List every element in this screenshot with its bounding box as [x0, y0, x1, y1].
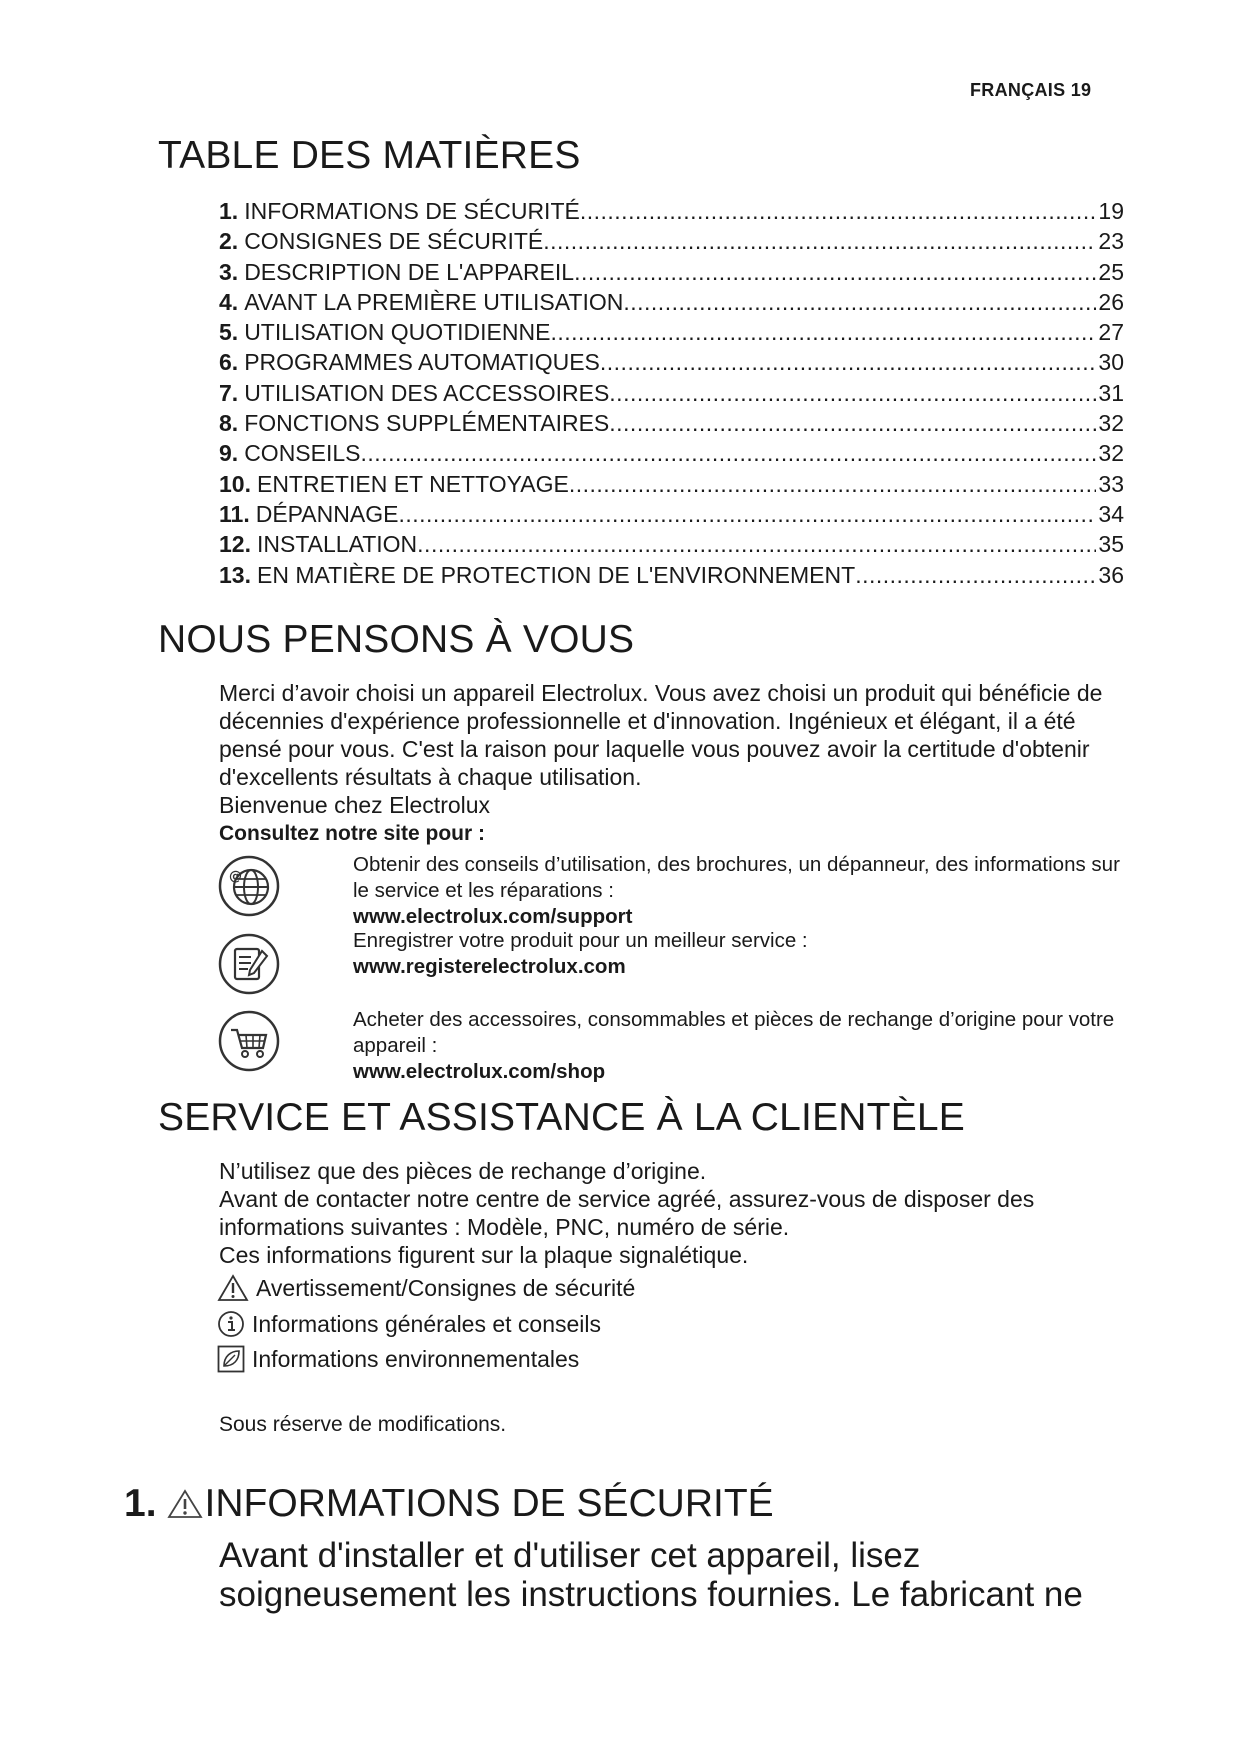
- toc-entry-page: 33: [1098, 470, 1124, 497]
- svg-text:@: @: [229, 869, 242, 884]
- toc-entry[interactable]: [219, 440, 1124, 470]
- toc-entry-label: DESCRIPTION DE L'APPAREIL: [244, 258, 575, 285]
- toc-entry-label: INFORMATIONS DE SÉCURITÉ: [244, 198, 580, 224]
- toc-entry[interactable]: [219, 471, 1124, 501]
- warning-triangle-icon: [217, 1274, 249, 1302]
- toc-leader-dots: [609, 410, 1096, 437]
- toc-entry-number: 13.: [219, 561, 251, 588]
- toc-leader-dots: [543, 228, 1096, 255]
- toc-entry-label: EN MATIÈRE DE PROTECTION DE L'ENVIRONNEMENT: [256, 561, 856, 588]
- toc-entry-number: 1.: [219, 198, 239, 224]
- shop-block: [353, 1007, 1133, 1085]
- toc-entry[interactable]: [219, 501, 1124, 531]
- toc-entry-page: 34: [1098, 500, 1124, 527]
- toc-entry-number: 10.: [219, 470, 251, 497]
- toc-entry-page: 32: [1098, 440, 1124, 467]
- toc-list: [219, 198, 1124, 592]
- info-icon: [217, 1310, 245, 1338]
- legend-warning-label: Avertissement/Consignes de sécurité: [256, 1274, 636, 1301]
- support-link[interactable]: www.electrolux.com/support: [353, 905, 633, 928]
- toc-leader-dots: [855, 562, 1096, 589]
- shop-link[interactable]: www.electrolux.com/shop: [353, 1060, 606, 1083]
- toc-entry-label: UTILISATION QUOTIDIENNE: [244, 319, 551, 346]
- shop-text: Acheter des accessoires, consommables et pièces de rechange d’origine pour votre appareil :: [353, 1008, 1115, 1057]
- toc-leader-dots: [398, 501, 1096, 528]
- service-line-2: Avant de contacter notre centre de service agréé, assurez-vous de disposer des informations suivantes : Modèle, PNC, numéro de série.: [219, 1186, 1035, 1240]
- consult-heading: Consultez notre site pour :: [219, 822, 486, 845]
- thinking-of-you-title: NOUS PENSONS À VOUS: [158, 618, 635, 661]
- register-link[interactable]: www.registerelectrolux.com: [353, 955, 626, 978]
- toc-entry-page: 25: [1098, 258, 1124, 285]
- toc-entry-label: ENTRETIEN ET NETTOYAGE: [256, 470, 569, 497]
- toc-entry[interactable]: [219, 319, 1124, 349]
- legend-info: [217, 1310, 601, 1338]
- register-form-icon: [218, 933, 280, 995]
- toc-entry-label: DÉPANNAGE: [255, 500, 399, 527]
- toc-entry-page: 23: [1098, 228, 1124, 255]
- toc-entry-label: INSTALLATION: [256, 531, 418, 558]
- toc-title: TABLE DES MATIÈRES: [158, 134, 581, 177]
- register-block: [353, 928, 1133, 980]
- register-text: Enregistrer votre produit pour un meilleur service :: [353, 929, 808, 952]
- section-1-label: INFORMATIONS DE SÉCURITÉ: [204, 1482, 774, 1525]
- welcome-line: Bienvenue chez Electrolux: [219, 792, 491, 818]
- toc-entry-label: FONCTIONS SUPPLÉMENTAIRES: [244, 410, 610, 437]
- toc-entry[interactable]: [219, 289, 1124, 319]
- toc-entry-label: AVANT LA PREMIÈRE UTILISATION: [244, 288, 624, 315]
- toc-leader-dots: [569, 471, 1097, 498]
- toc-entry[interactable]: [219, 259, 1124, 289]
- toc-leader-dots: [609, 380, 1096, 407]
- toc-entry-number: 7.: [219, 379, 239, 406]
- toc-entry-label: PROGRAMMES AUTOMATIQUES: [244, 349, 600, 376]
- service-title: SERVICE ET ASSISTANCE À LA CLIENTÈLE: [158, 1096, 966, 1139]
- toc-entry[interactable]: [219, 349, 1124, 379]
- section-1-number: 1.: [124, 1482, 157, 1525]
- toc-entry-number: 12.: [219, 531, 251, 558]
- section-1-lead: Avant d'installer et d'utiliser cet appareil, lisez soigneusement les instructions fournies. Le fabricant ne: [219, 1536, 1083, 1614]
- intro-paragraph: Merci d’avoir choisi un appareil Electrolux. Vous avez choisi un produit qui bénéficie de décennies d'expérience professionnelle et d'innovation. Ingénieux et élégant, il a été pensé pour vous. C'est la raison pour laquelle vous pouvez avoir la certitude d'obtenir d'excellents résultats à chaque utilisation.: [219, 680, 1103, 790]
- toc-entry-number: 2.: [219, 228, 239, 255]
- globe-icon: [218, 855, 280, 917]
- toc-entry[interactable]: [219, 198, 1124, 228]
- toc-entry-number: 8.: [219, 410, 239, 437]
- page-header: FRANÇAIS 19: [970, 80, 1092, 100]
- toc-entry[interactable]: [219, 562, 1124, 592]
- legend-environment-label: Informations environnementales: [252, 1345, 580, 1372]
- modifications-note: Sous réserve de modifications.: [219, 1413, 507, 1436]
- toc-leader-dots: [600, 349, 1097, 376]
- support-text: Obtenir des conseils d’utilisation, des brochures, un dépanneur, des informations sur le service et les réparations :: [353, 853, 1120, 902]
- toc-entry-number: 6.: [219, 349, 239, 376]
- toc-leader-dots: [574, 259, 1096, 286]
- toc-entry-number: 9.: [219, 440, 239, 467]
- legend-environment: [217, 1345, 579, 1373]
- toc-entry-label: UTILISATION DES ACCESSOIRES: [244, 379, 610, 406]
- toc-leader-dots: [361, 440, 1097, 467]
- toc-leader-dots: [623, 289, 1096, 316]
- warning-triangle-icon: [167, 1488, 203, 1520]
- toc-entry[interactable]: [219, 228, 1124, 258]
- toc-entry-number: 4.: [219, 288, 239, 315]
- toc-entry-page: 19: [1098, 198, 1124, 224]
- toc-entry-page: 26: [1098, 288, 1124, 315]
- toc-entry[interactable]: [219, 410, 1124, 440]
- service-line-1: N’utilisez que des pièces de rechange d’origine.: [219, 1158, 707, 1184]
- toc-entry-page: 32: [1098, 410, 1124, 437]
- service-line-3: Ces informations figurent sur la plaque signalétique.: [219, 1242, 749, 1268]
- toc-leader-dots: [417, 531, 1096, 558]
- section-1-title: [124, 1482, 774, 1526]
- toc-leader-dots: [580, 198, 1097, 225]
- toc-entry-number: 3.: [219, 258, 239, 285]
- toc-leader-dots: [550, 319, 1096, 346]
- legend-warning: [217, 1274, 635, 1302]
- toc-entry-page: 30: [1098, 349, 1124, 376]
- toc-entry-number: 11.: [219, 500, 250, 527]
- toc-entry-page: 36: [1098, 561, 1124, 588]
- support-block: [353, 852, 1133, 930]
- toc-entry-page: 31: [1098, 379, 1124, 406]
- toc-entry-page: 35: [1098, 531, 1124, 558]
- toc-entry-number: 5.: [219, 319, 239, 346]
- shopping-cart-icon: [218, 1010, 280, 1072]
- environment-leaf-icon: [217, 1345, 245, 1373]
- toc-entry[interactable]: [219, 380, 1124, 410]
- legend-info-label: Informations générales et conseils: [252, 1310, 602, 1337]
- toc-entry-label: CONSEILS: [244, 440, 361, 467]
- toc-entry-page: 27: [1098, 319, 1124, 346]
- toc-entry-label: CONSIGNES DE SÉCURITÉ: [244, 228, 544, 255]
- toc-entry[interactable]: [219, 531, 1124, 561]
